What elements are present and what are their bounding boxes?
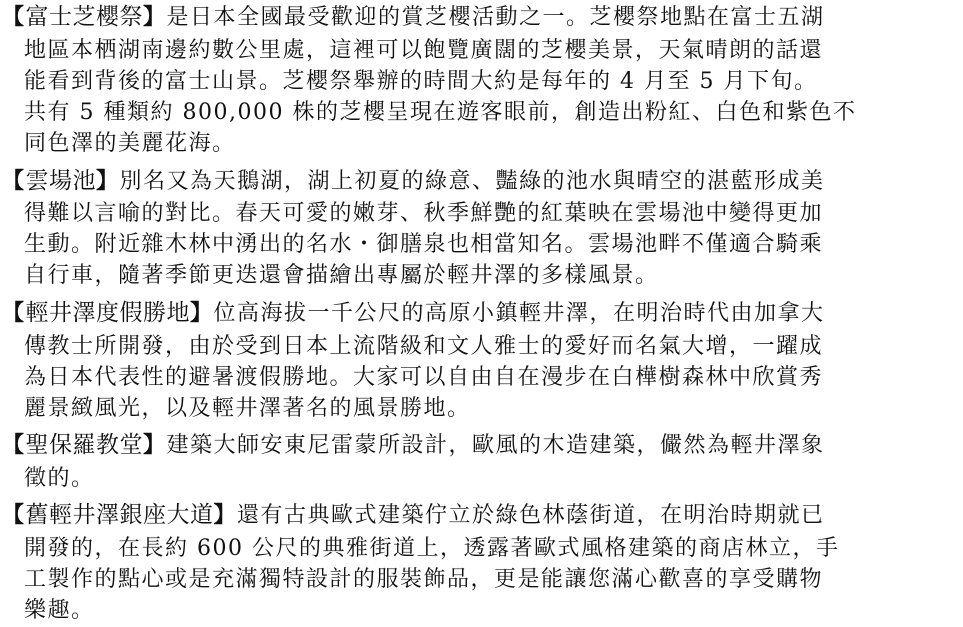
entry-line: 為日本代表性的避暑渡假勝地。大家可以自由自在漫步在白樺樹森林中欣賞秀: [24, 365, 824, 390]
open-bracket: 【: [2, 301, 26, 326]
entry-text: 位高海拔一千公尺的高原小鎮輕井澤，在明治時代由加拿大: [213, 301, 825, 326]
open-bracket: 【: [2, 5, 26, 30]
entry-line: 地區本栖湖南邊約數公里處，這裡可以飽覽廣闊的芝櫻美景，天氣晴朗的話還: [24, 38, 824, 63]
entry-text: 還有古典歐式建築佇立於綠色林蔭街道，在明治時期就已: [237, 503, 825, 528]
entry-line: 能看到背後的富士山景。芝櫻祭舉辦的時間大約是每年的 4 月至 5 月下旬。: [24, 69, 818, 94]
entry-line: 自行車，隨著季節更迭還會描繪出專屬於輕井澤的多樣風景。: [24, 263, 659, 288]
entry-title: 輕井澤度假勝地: [25, 300, 191, 326]
close-bracket: 】: [143, 5, 167, 30]
entry-text: 是日本全國最受歡迎的賞芝櫻活動之一。芝櫻祭地點在富士五湖: [166, 5, 825, 30]
entry-line: [2, 166, 825, 197]
entry-text: 建築大師安東尼雷蒙所設計，歐風的木造建築，儼然為輕井澤象: [166, 433, 825, 458]
entry-line: 開發的，在長約 600 公尺的典雅街道上，透露著歐式風格建築的商店林立，手: [24, 536, 840, 561]
entry-title: 舊輕井澤銀座大道: [25, 502, 214, 528]
entry-line: [2, 430, 825, 461]
entry-line: 生動。附近雜木林中湧出的名水・御膳泉也相當知名。雲場池畔不僅適合騎乘: [24, 232, 824, 257]
entry-line: 麗景緻風光，以及輕井澤著名的風景勝地。: [24, 396, 471, 421]
entry-title: 富士芝櫻祭: [25, 4, 144, 30]
entry-line: 樂趣。: [24, 598, 95, 623]
close-bracket: 】: [143, 433, 167, 458]
entry-line: [2, 298, 825, 329]
close-bracket: 】: [213, 503, 238, 528]
open-bracket: 【: [2, 503, 26, 528]
entry-line: 同色澤的美麗花海。: [24, 131, 236, 156]
open-bracket: 【: [2, 433, 26, 458]
entry-line: [2, 500, 825, 531]
entry-text: 別名又為天鵝湖，湖上初夏的綠意、豔綠的池水與晴空的湛藍形成美: [119, 169, 825, 194]
entry-line: 傳教士所開發，由於受到日本上流階級和文人雅士的愛好而名氣大增，一躍成: [24, 334, 824, 359]
entry-line: 工製作的點心或是充滿獨特設計的服裝飾品，更是能讓您滿心歡喜的享受購物: [24, 567, 824, 592]
close-bracket: 】: [190, 301, 214, 326]
entry-title: 雲場池: [25, 168, 97, 194]
close-bracket: 】: [96, 169, 120, 194]
entry-line: [2, 2, 825, 33]
entry-title: 聖保羅教堂: [25, 432, 144, 458]
open-bracket: 【: [2, 169, 26, 194]
entry-line: 徵的。: [24, 466, 95, 491]
entry-line: 得難以言喻的對比。春天可愛的嫩芽、秋季鮮艷的紅葉映在雲場池中變得更加: [24, 201, 824, 226]
entry-line: 共有 5 種類約 800,000 株的芝櫻呈現在遊客眼前，創造出粉紅、白色和紫色不: [24, 100, 857, 125]
